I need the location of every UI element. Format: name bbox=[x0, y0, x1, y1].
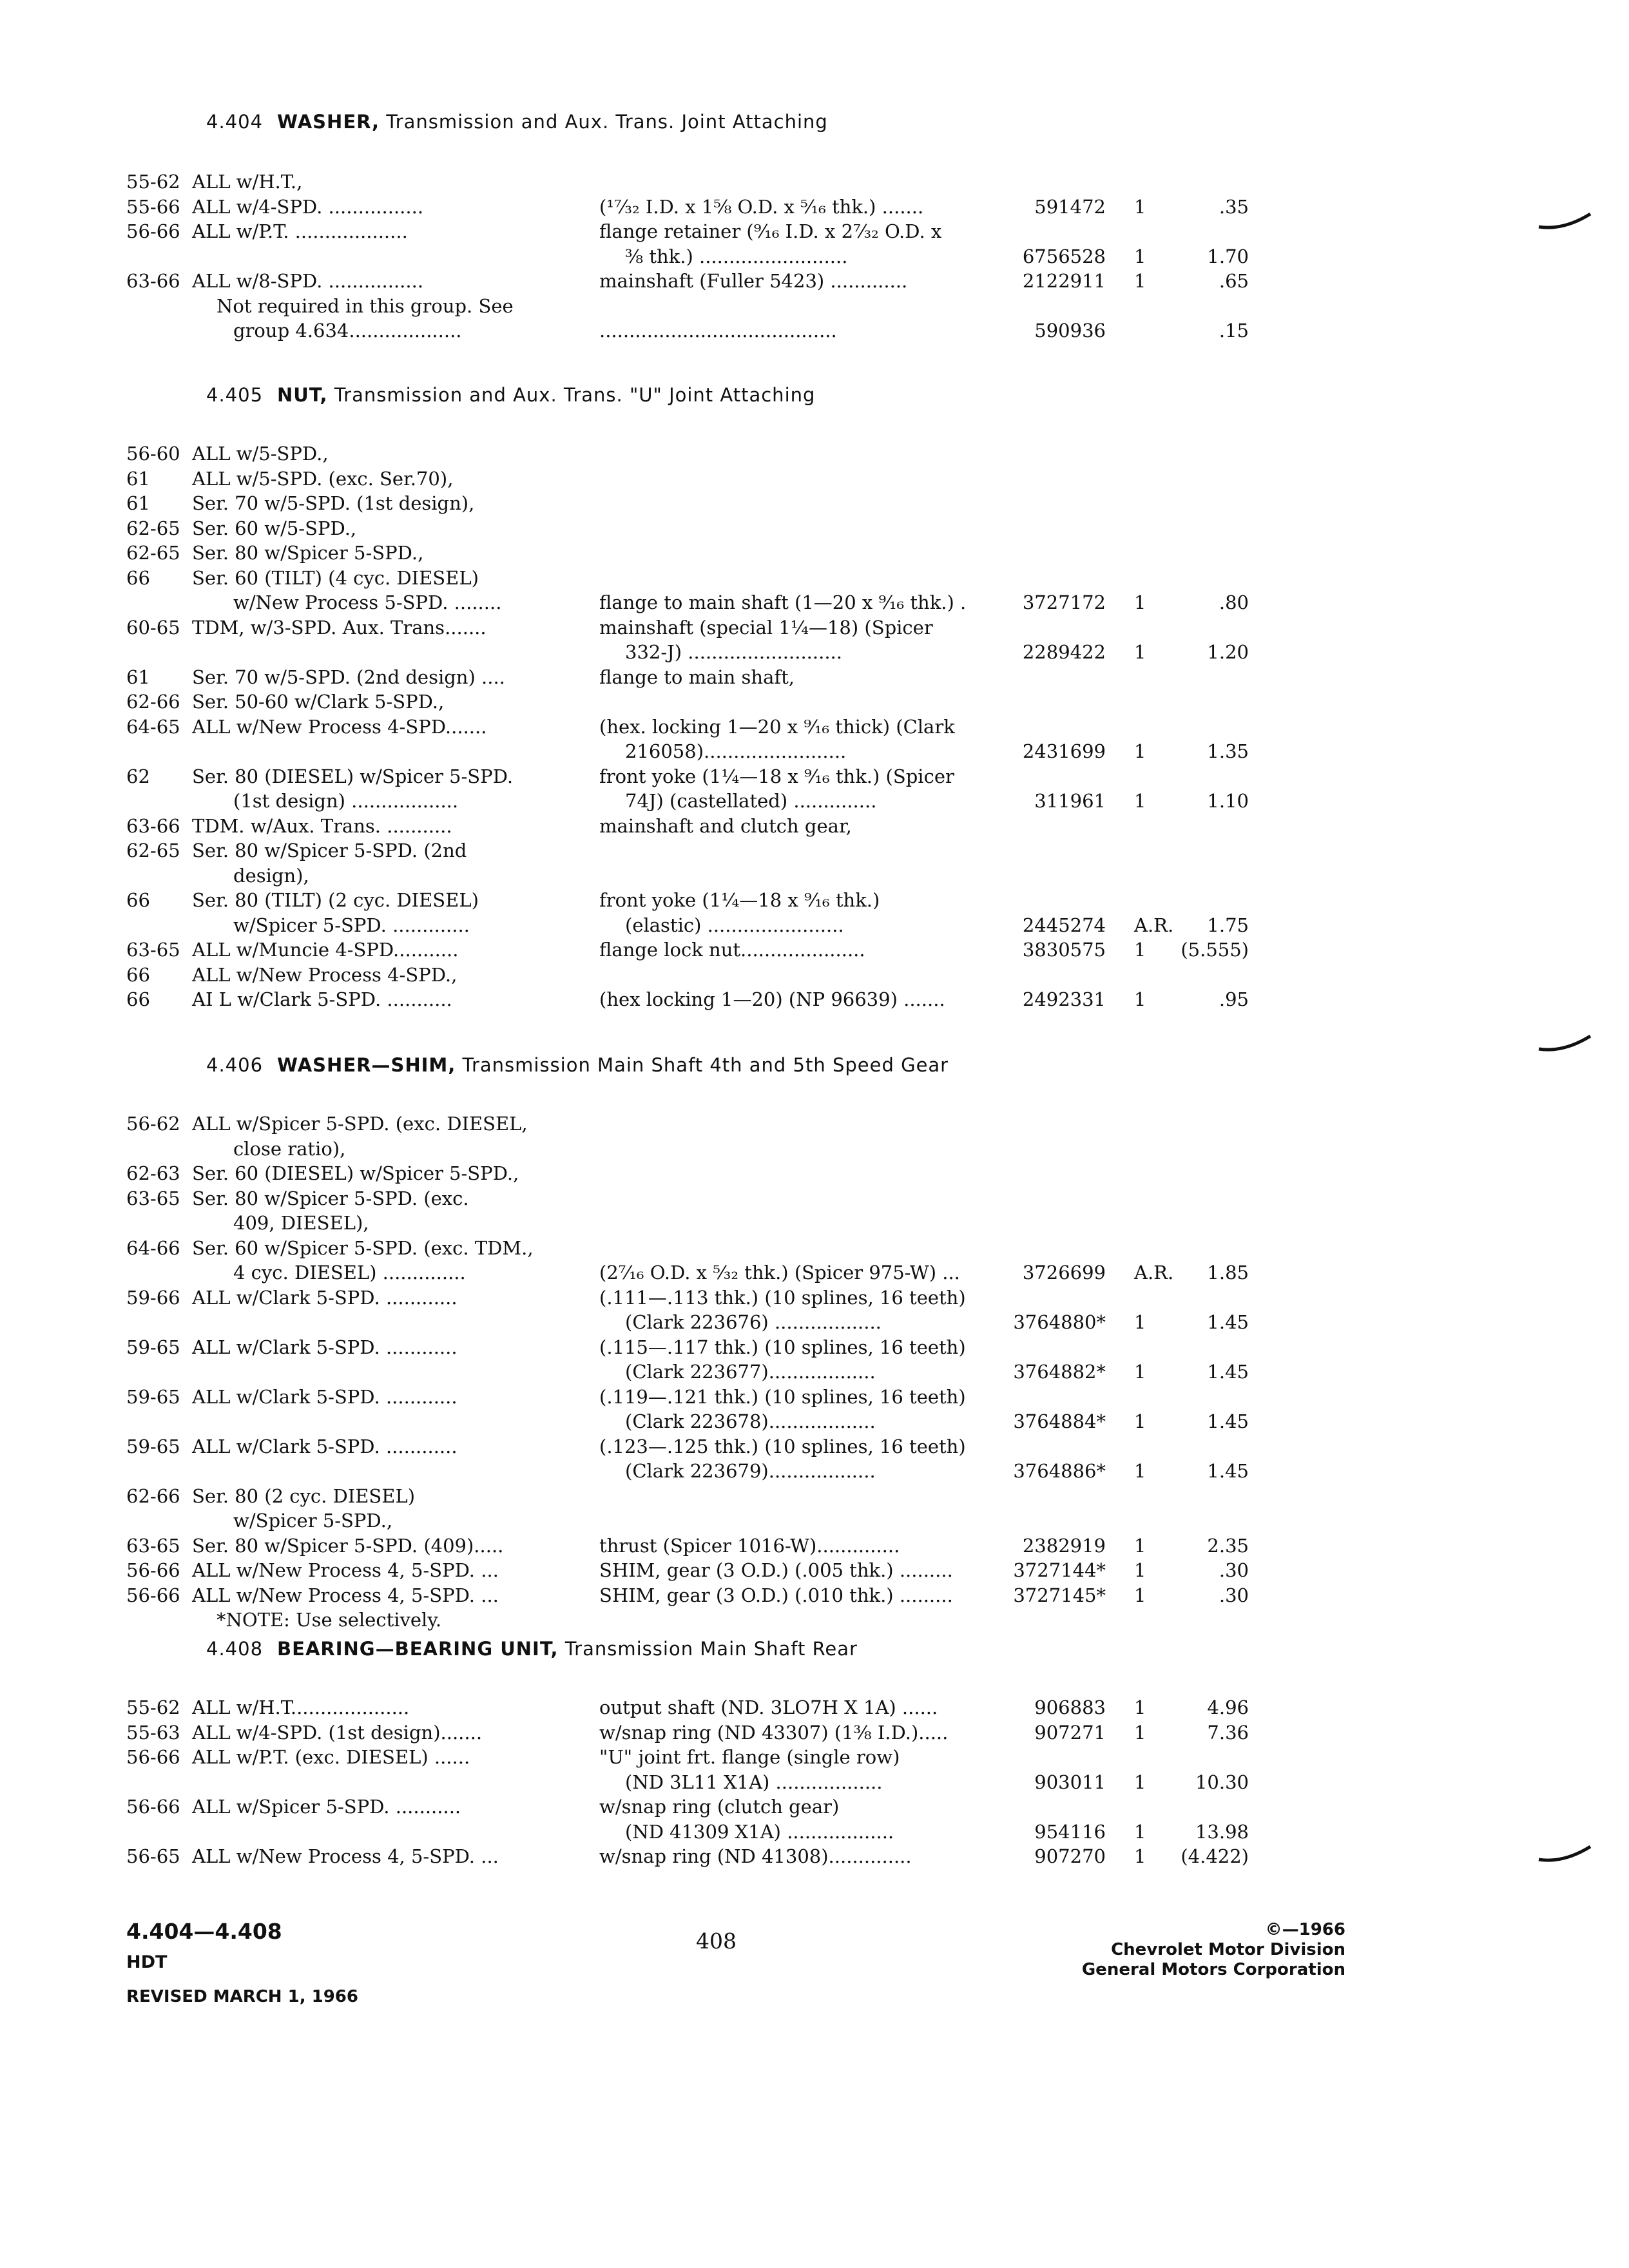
cell-qty: 1 bbox=[1134, 1845, 1146, 1867]
cell-app3: w/Spicer 5-SPD., bbox=[233, 1510, 393, 1532]
cell-app: TDM. w/Aux. Trans. ........... bbox=[192, 815, 452, 837]
list-item bbox=[0, 838, 1629, 863]
cell-app: ALL w/H.T., bbox=[192, 171, 303, 193]
cell-app: ALL w/4-SPD. ................ bbox=[192, 196, 424, 218]
cell-yr: 63-65 bbox=[126, 1535, 180, 1557]
cell-pn: 3727144* bbox=[1013, 1559, 1106, 1581]
cell-app: ALL w/H.T.................... bbox=[192, 1696, 410, 1718]
list-item bbox=[0, 986, 1629, 1012]
cell-yr: 56-66 bbox=[126, 1559, 180, 1581]
cell-yr: 62-65 bbox=[126, 542, 180, 564]
cell-app: ALL w/New Process 4, 5-SPD. ... bbox=[192, 1584, 499, 1606]
cell-qty: 1 bbox=[1134, 1311, 1146, 1333]
cell-yr: 56-66 bbox=[126, 1796, 180, 1818]
cell-yr: 62-65 bbox=[126, 840, 180, 861]
cell-yr: 55-63 bbox=[126, 1722, 180, 1744]
cell-desc: flange to main shaft (1—20 x ⁹⁄₁₆ thk.) . bbox=[599, 591, 967, 613]
list-item bbox=[0, 293, 1629, 319]
list-item bbox=[0, 912, 1629, 938]
cell-app: Ser. 80 (DIESEL) w/Spicer 5-SPD. bbox=[192, 765, 514, 787]
footer-copyright: ©—1966 bbox=[1265, 1920, 1345, 1939]
cell-pn: 3727145* bbox=[1013, 1584, 1106, 1606]
cell-qty: A.R. bbox=[1134, 914, 1174, 936]
cell-desc: (¹⁷⁄₃₂ I.D. x 1⅝ O.D. x ⁵⁄₁₆ thk.) ....... bbox=[599, 196, 924, 218]
list-item bbox=[0, 1285, 1629, 1311]
list-item bbox=[0, 863, 1629, 889]
cell-app: Ser. 80 w/Spicer 5-SPD. (2nd bbox=[192, 840, 467, 861]
section-header-4405 bbox=[206, 384, 815, 406]
cell-desc: flange to main shaft, bbox=[599, 666, 795, 688]
cell-app: Ser. 70 w/5-SPD. (1st design), bbox=[192, 492, 475, 514]
cell-price: .30 bbox=[1219, 1584, 1249, 1606]
section-desc: Transmission and Aux. Trans. "U" Joint Attaching bbox=[327, 384, 816, 406]
cell-desc: ........................................ bbox=[599, 320, 837, 341]
list-item bbox=[0, 1744, 1629, 1770]
cell-yr: 62-65 bbox=[126, 517, 180, 539]
cell-qty: 1 bbox=[1134, 1722, 1146, 1744]
cell-pn: 311961 bbox=[1034, 790, 1106, 812]
cell-price: 1.70 bbox=[1207, 245, 1249, 267]
cell-desc2: 332-J) .......................... bbox=[625, 641, 842, 663]
cell-desc: (.123—.125 thk.) (10 splines, 16 teeth) bbox=[599, 1436, 966, 1457]
cell-price: 4.96 bbox=[1207, 1696, 1249, 1718]
cell-desc: flange retainer (⁹⁄₁₆ I.D. x 2⁷⁄₃₂ O.D. x bbox=[599, 220, 942, 242]
cell-pn: 6756528 bbox=[1022, 245, 1106, 267]
cell-pn: 2492331 bbox=[1022, 988, 1106, 1010]
section-number: 4.408 bbox=[206, 1638, 264, 1660]
cell-price: 1.20 bbox=[1207, 641, 1249, 663]
section-header-4406 bbox=[206, 1054, 949, 1076]
cell-desc2: (Clark 223678).................. bbox=[625, 1410, 876, 1432]
cell-app: ALL w/Muncie 4-SPD........... bbox=[192, 939, 459, 961]
cell-app: ALL w/5-SPD. (exc. Ser.70), bbox=[192, 468, 454, 490]
cell-app: ALL w/Spicer 5-SPD. (exc. DIESEL, bbox=[192, 1113, 528, 1135]
cell-qty: 1 bbox=[1134, 790, 1146, 812]
cell-app: ALL w/New Process 4, 5-SPD. ... bbox=[192, 1559, 499, 1581]
cell-qty: 1 bbox=[1134, 641, 1146, 663]
list-item bbox=[0, 218, 1629, 244]
cell-pn: 3727172 bbox=[1022, 591, 1106, 613]
cell-qty: 1 bbox=[1134, 740, 1146, 762]
cell-desc: output shaft (ND. 3LO7H X 1A) ...... bbox=[599, 1696, 938, 1718]
cell-app: ALL w/Spicer 5-SPD. ........... bbox=[192, 1796, 461, 1818]
cell-yr: 56-66 bbox=[126, 1584, 180, 1606]
cell-yr: 61 bbox=[126, 468, 150, 490]
footer-corp: General Motors Corporation bbox=[1081, 1960, 1345, 1979]
cell-desc: (.111—.113 thk.) (10 splines, 16 teeth) bbox=[599, 1287, 966, 1309]
list-item bbox=[0, 515, 1629, 541]
cell-app: ALL w/4-SPD. (1st design)....... bbox=[192, 1722, 483, 1744]
margin-tick-icon bbox=[1537, 211, 1592, 231]
list-item bbox=[0, 962, 1629, 988]
cell-desc: "U" joint frt. flange (single row) bbox=[599, 1746, 900, 1768]
cell-yr: 63-65 bbox=[126, 1187, 180, 1209]
cell-price: 1.45 bbox=[1207, 1410, 1249, 1432]
cell-pn: 3764884* bbox=[1013, 1410, 1106, 1432]
cell-app: Ser. 60 (DIESEL) w/Spicer 5-SPD., bbox=[192, 1162, 519, 1184]
list-item bbox=[0, 540, 1629, 566]
cell-app: ALL w/Clark 5-SPD. ............ bbox=[192, 1436, 458, 1457]
section-header-4404 bbox=[206, 111, 828, 133]
cell-app3: w/Spicer 5-SPD. ............. bbox=[233, 914, 470, 936]
list-item bbox=[0, 1557, 1629, 1583]
section-name: WASHER, bbox=[277, 111, 380, 133]
cell-yr: 66 bbox=[126, 964, 150, 986]
cell-desc2: (Clark 223677).................. bbox=[625, 1361, 876, 1383]
cell-app: ALL w/P.T. (exc. DIESEL) ...... bbox=[192, 1746, 470, 1768]
page-number: 408 bbox=[696, 1928, 737, 1954]
cell-qty: 1 bbox=[1134, 1535, 1146, 1557]
cell-desc: flange lock nut..................... bbox=[599, 939, 865, 961]
cell-yr: 56-65 bbox=[126, 1845, 180, 1867]
list-item bbox=[0, 1111, 1629, 1137]
cell-yr: 63-65 bbox=[126, 939, 180, 961]
cell-qty: 1 bbox=[1134, 1821, 1146, 1843]
section-name: NUT, bbox=[277, 384, 328, 406]
list-item bbox=[0, 590, 1629, 615]
cell-pn: 903011 bbox=[1034, 1771, 1106, 1793]
cell-yr: 62 bbox=[126, 765, 150, 787]
cell-price: .65 bbox=[1219, 270, 1249, 292]
cell-desc: front yoke (1¼—18 x ⁹⁄₁₆ thk.) (Spicer bbox=[599, 765, 954, 787]
cell-desc: (2⁷⁄₁₆ O.D. x ⁵⁄₃₂ thk.) (Spicer 975-W) ... bbox=[599, 1262, 960, 1283]
cell-yr: 55-62 bbox=[126, 1696, 180, 1718]
cell-pn: 590936 bbox=[1034, 320, 1106, 341]
cell-desc: w/snap ring (ND 41308).............. bbox=[599, 1845, 912, 1867]
cell-desc: thrust (Spicer 1016-W).............. bbox=[599, 1535, 900, 1557]
list-item bbox=[0, 615, 1629, 640]
cell-desc2: 216058)........................ bbox=[625, 740, 847, 762]
cell-qty: 1 bbox=[1134, 939, 1146, 961]
cell-yr: 59-65 bbox=[126, 1436, 180, 1457]
cell-price: .35 bbox=[1219, 196, 1249, 218]
cell-desc: SHIM, gear (3 O.D.) (.010 thk.) ......... bbox=[599, 1584, 953, 1606]
cell-pn: 2431699 bbox=[1022, 740, 1106, 762]
cell-desc: mainshaft (special 1¼—18) (Spicer bbox=[599, 617, 933, 639]
cell-app3: 409, DIESEL), bbox=[233, 1212, 369, 1234]
cell-price: (4.422) bbox=[1181, 1845, 1249, 1867]
cell-qty: 1 bbox=[1134, 591, 1146, 613]
list-item bbox=[0, 1384, 1629, 1410]
cell-price: 7.36 bbox=[1207, 1722, 1249, 1744]
cell-desc2: (elastic) ....................... bbox=[625, 914, 844, 936]
list-item bbox=[0, 1235, 1629, 1261]
list-item bbox=[0, 1260, 1629, 1285]
cell-desc: (hex locking 1—20) (NP 96639) ....... bbox=[599, 988, 945, 1010]
cell-qty: 1 bbox=[1134, 1410, 1146, 1432]
cell-app: Ser. 80 (2 cyc. DIESEL) bbox=[192, 1485, 416, 1507]
list-item bbox=[0, 1334, 1629, 1360]
cell-yr: 62-63 bbox=[126, 1162, 180, 1184]
list-item bbox=[0, 441, 1629, 466]
list-item bbox=[0, 1607, 1629, 1633]
cell-desc: (.115—.117 thk.) (10 splines, 16 teeth) bbox=[599, 1336, 966, 1358]
cell-app: TDM, w/3-SPD. Aux. Trans....... bbox=[192, 617, 487, 639]
cell-yr: 64-66 bbox=[126, 1237, 180, 1259]
cell-pn: 907271 bbox=[1034, 1722, 1106, 1744]
cell-app: ALL w/8-SPD. ................ bbox=[192, 270, 424, 292]
list-item bbox=[0, 1794, 1629, 1820]
cell-pn: 2289422 bbox=[1022, 641, 1106, 663]
cell-app: ALL w/New Process 4-SPD....... bbox=[192, 716, 487, 738]
cell-yr: 62-66 bbox=[126, 1485, 180, 1507]
cell-app: Ser. 60 w/5-SPD., bbox=[192, 517, 357, 539]
list-item bbox=[0, 788, 1629, 814]
list-item bbox=[0, 714, 1629, 740]
cell-desc: (.119—.121 thk.) (10 splines, 16 teeth) bbox=[599, 1386, 966, 1408]
cell-app: Ser. 80 w/Spicer 5-SPD. (409)..... bbox=[192, 1535, 504, 1557]
list-item bbox=[0, 466, 1629, 492]
cell-yr: 61 bbox=[126, 492, 150, 514]
cell-app: ALL w/Clark 5-SPD. ............ bbox=[192, 1386, 458, 1408]
cell-yr: 55-62 bbox=[126, 171, 180, 193]
list-item bbox=[0, 318, 1629, 343]
cell-yr: 56-60 bbox=[126, 443, 180, 465]
cell-app3: close ratio), bbox=[233, 1138, 346, 1160]
cell-app3: design), bbox=[233, 865, 309, 887]
cell-price: .15 bbox=[1219, 320, 1249, 341]
cell-app: ALL w/P.T. ................... bbox=[192, 220, 408, 242]
cell-yr: 62-66 bbox=[126, 691, 180, 713]
cell-yr: 64-65 bbox=[126, 716, 180, 738]
cell-app3: group 4.634................... bbox=[233, 320, 462, 341]
cell-yr: 61 bbox=[126, 666, 150, 688]
cell-price: 1.10 bbox=[1207, 790, 1249, 812]
cell-yr: 66 bbox=[126, 988, 150, 1010]
list-item bbox=[0, 1136, 1629, 1162]
section-number: 4.405 bbox=[206, 384, 264, 406]
list-item bbox=[0, 639, 1629, 665]
footer-code: HDT bbox=[126, 1952, 168, 1972]
cell-desc2: (ND 3L11 X1A) .................. bbox=[625, 1771, 883, 1793]
cell-pn: 2122911 bbox=[1022, 270, 1106, 292]
list-item bbox=[0, 1843, 1629, 1869]
cell-price: 1.75 bbox=[1207, 914, 1249, 936]
cell-price: 13.98 bbox=[1195, 1821, 1249, 1843]
list-item bbox=[0, 1186, 1629, 1211]
list-item bbox=[0, 565, 1629, 591]
cell-app: Ser. 80 w/Spicer 5-SPD. (exc. bbox=[192, 1187, 469, 1209]
cell-qty: 1 bbox=[1134, 270, 1146, 292]
cell-qty: 1 bbox=[1134, 988, 1146, 1010]
cell-yr: 59-65 bbox=[126, 1336, 180, 1358]
cell-price: 1.85 bbox=[1207, 1262, 1249, 1283]
list-item bbox=[0, 1695, 1629, 1720]
cell-app: Ser. 80 (TILT) (2 cyc. DIESEL) bbox=[192, 889, 479, 911]
cell-app2: *NOTE: Use selectively. bbox=[217, 1609, 442, 1631]
cell-app3: (1st design) .................. bbox=[233, 790, 459, 812]
list-item bbox=[0, 813, 1629, 839]
list-item bbox=[0, 244, 1629, 269]
cell-qty: 1 bbox=[1134, 196, 1146, 218]
cell-desc: SHIM, gear (3 O.D.) (.005 thk.) ......... bbox=[599, 1559, 953, 1581]
cell-yr: 59-65 bbox=[126, 1386, 180, 1408]
list-item bbox=[0, 764, 1629, 789]
cell-yr: 66 bbox=[126, 567, 150, 589]
cell-app: AI L w/Clark 5-SPD. ........... bbox=[192, 988, 452, 1010]
cell-desc2: (Clark 223679).................. bbox=[625, 1460, 876, 1482]
list-item bbox=[0, 937, 1629, 963]
list-item bbox=[0, 268, 1629, 294]
cell-pn: 591472 bbox=[1034, 196, 1106, 218]
list-item bbox=[0, 169, 1629, 195]
cell-qty: 1 bbox=[1134, 245, 1146, 267]
cell-yr: 59-66 bbox=[126, 1287, 180, 1309]
cell-qty: A.R. bbox=[1134, 1262, 1174, 1283]
footer-revised: REVISED MARCH 1, 1966 bbox=[126, 1987, 358, 2006]
cell-yr: 63-66 bbox=[126, 270, 180, 292]
cell-yr: 63-66 bbox=[126, 815, 180, 837]
list-item bbox=[0, 738, 1629, 764]
cell-qty: 1 bbox=[1134, 1696, 1146, 1718]
cell-pn: 954116 bbox=[1034, 1821, 1106, 1843]
cell-desc2: (Clark 223676) .................. bbox=[625, 1311, 882, 1333]
footer-publisher bbox=[1082, 1920, 1345, 1980]
cell-desc: (hex. locking 1—20 x ⁹⁄₁₆ thick) (Clark bbox=[599, 716, 955, 738]
cell-desc: mainshaft and clutch gear, bbox=[599, 815, 852, 837]
cell-app: ALL w/5-SPD., bbox=[192, 443, 329, 465]
list-item bbox=[0, 1434, 1629, 1459]
cell-pn: 3764886* bbox=[1013, 1460, 1106, 1482]
cell-desc2: (ND 41309 X1A) .................. bbox=[625, 1821, 894, 1843]
section-desc: Transmission Main Shaft Rear bbox=[558, 1638, 858, 1660]
cell-app: ALL w/New Process 4, 5-SPD. ... bbox=[192, 1845, 499, 1867]
list-item bbox=[0, 664, 1629, 690]
margin-tick-icon bbox=[1537, 1844, 1592, 1863]
cell-qty: 1 bbox=[1134, 1361, 1146, 1383]
list-item bbox=[0, 1769, 1629, 1795]
list-item bbox=[0, 1483, 1629, 1509]
list-item bbox=[0, 1458, 1629, 1484]
cell-app: ALL w/New Process 4-SPD., bbox=[192, 964, 458, 986]
section-name: BEARING—BEARING UNIT, bbox=[277, 1638, 559, 1660]
cell-desc: w/snap ring (ND 43307) (1⅜ I.D.)..... bbox=[599, 1722, 949, 1744]
footer-range: 4.404—4.408 bbox=[126, 1919, 282, 1944]
cell-yr: 66 bbox=[126, 889, 150, 911]
list-item bbox=[0, 1210, 1629, 1236]
cell-qty: 1 bbox=[1134, 1771, 1146, 1793]
cell-price: 1.45 bbox=[1207, 1460, 1249, 1482]
cell-price: 1.45 bbox=[1207, 1361, 1249, 1383]
footer-division: Chevrolet Motor Division bbox=[1111, 1940, 1345, 1959]
list-item bbox=[0, 490, 1629, 516]
cell-price: .95 bbox=[1219, 988, 1249, 1010]
cell-yr: 55-66 bbox=[126, 196, 180, 218]
cell-yr: 60-65 bbox=[126, 617, 180, 639]
list-item bbox=[0, 689, 1629, 715]
list-item bbox=[0, 887, 1629, 913]
cell-price: 1.45 bbox=[1207, 1311, 1249, 1333]
cell-pn: 2445274 bbox=[1022, 914, 1106, 936]
cell-pn: 907270 bbox=[1034, 1845, 1106, 1867]
cell-desc2: 74J) (castellated) .............. bbox=[625, 790, 877, 812]
section-number: 4.404 bbox=[206, 111, 264, 133]
section-number: 4.406 bbox=[206, 1054, 264, 1076]
cell-price: (5.555) bbox=[1181, 939, 1249, 961]
cell-app3: 4 cyc. DIESEL) .............. bbox=[233, 1262, 466, 1283]
cell-qty: 1 bbox=[1134, 1559, 1146, 1581]
cell-app: Ser. 60 (TILT) (4 cyc. DIESEL) bbox=[192, 567, 479, 589]
cell-pn: 906883 bbox=[1034, 1696, 1106, 1718]
cell-app2: Not required in this group. See bbox=[217, 295, 514, 317]
section-desc: Transmission and Aux. Trans. Joint Attaching bbox=[380, 111, 828, 133]
cell-qty: 1 bbox=[1134, 1460, 1146, 1482]
cell-price: .30 bbox=[1219, 1559, 1249, 1581]
list-item bbox=[0, 1533, 1629, 1559]
cell-app: ALL w/Clark 5-SPD. ............ bbox=[192, 1336, 458, 1358]
list-item bbox=[0, 194, 1629, 220]
cell-app3: w/New Process 5-SPD. ........ bbox=[233, 591, 502, 613]
list-item bbox=[0, 1309, 1629, 1335]
cell-desc: mainshaft (Fuller 5423) ............. bbox=[599, 270, 908, 292]
cell-pn: 3764882* bbox=[1013, 1361, 1106, 1383]
section-desc: Transmission Main Shaft 4th and 5th Speed Gear bbox=[456, 1054, 949, 1076]
section-header-4408 bbox=[206, 1638, 858, 1660]
cell-desc: w/snap ring (clutch gear) bbox=[599, 1796, 840, 1818]
cell-app: Ser. 60 w/Spicer 5-SPD. (exc. TDM., bbox=[192, 1237, 534, 1259]
cell-app: Ser. 80 w/Spicer 5-SPD., bbox=[192, 542, 424, 564]
cell-app: ALL w/Clark 5-SPD. ............ bbox=[192, 1287, 458, 1309]
list-item bbox=[0, 1160, 1629, 1186]
cell-app: Ser. 70 w/5-SPD. (2nd design) .... bbox=[192, 666, 505, 688]
list-item bbox=[0, 1720, 1629, 1745]
cell-desc: front yoke (1¼—18 x ⁹⁄₁₆ thk.) bbox=[599, 889, 880, 911]
cell-yr: 56-66 bbox=[126, 1746, 180, 1768]
list-item bbox=[0, 1582, 1629, 1608]
margin-tick-icon bbox=[1537, 1033, 1592, 1053]
cell-price: 1.35 bbox=[1207, 740, 1249, 762]
cell-pn: 3726699 bbox=[1022, 1262, 1106, 1283]
cell-desc2: ⅜ thk.) ......................... bbox=[625, 245, 848, 267]
cell-pn: 3764880* bbox=[1013, 1311, 1106, 1333]
section-name: WASHER—SHIM, bbox=[277, 1054, 456, 1076]
cell-yr: 56-66 bbox=[126, 220, 180, 242]
cell-price: 10.30 bbox=[1195, 1771, 1249, 1793]
cell-price: 2.35 bbox=[1207, 1535, 1249, 1557]
cell-qty: 1 bbox=[1134, 1584, 1146, 1606]
cell-price: .80 bbox=[1219, 591, 1249, 613]
cell-pn: 2382919 bbox=[1022, 1535, 1106, 1557]
cell-pn: 3830575 bbox=[1022, 939, 1106, 961]
list-item bbox=[0, 1408, 1629, 1434]
list-item bbox=[0, 1359, 1629, 1385]
cell-app: Ser. 50-60 w/Clark 5-SPD., bbox=[192, 691, 445, 713]
list-item bbox=[0, 1508, 1629, 1533]
cell-yr: 56-62 bbox=[126, 1113, 180, 1135]
list-item bbox=[0, 1819, 1629, 1845]
